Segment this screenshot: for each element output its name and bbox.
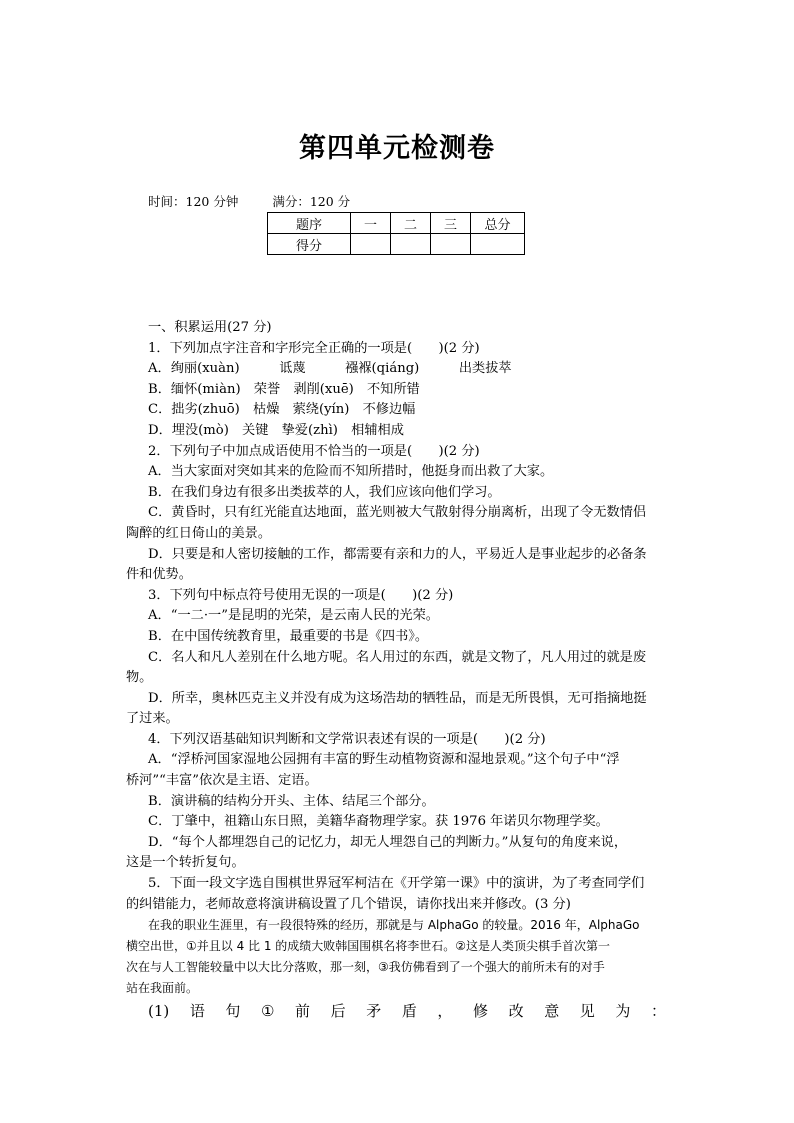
score-header-cell: 一: [351, 213, 391, 234]
option-line: B．在我们身边有很多出类拔萃的人，我们应该向他们学习。: [148, 484, 501, 500]
option-line: A．当大家面对突如其来的危险而不知所措时，他挺身而出救了大家。: [148, 464, 554, 480]
question-line: 5．下面一段文字选自围棋世界冠军柯洁在《开学第一课》中的演讲，为了考查同学们: [148, 876, 645, 892]
score-header-cell: 总分: [471, 213, 525, 234]
option-line: A．“浮桥河国家湿地公园拥有丰富的野生动植物资源和湿地景观。”这个句子中“浮: [148, 752, 620, 768]
passage-line: 在我的职业生涯里，有一段很特殊的经历，那就是与 AlphaGo 的较量。2016 年，AlphaGo: [148, 918, 640, 933]
question-line: 3．下列句中标点符号使用无误的一项是( )(2 分): [148, 587, 454, 603]
score-header-cell: 题序: [268, 213, 351, 234]
answer-prompt-char: 前: [295, 1002, 311, 1021]
answer-prompt-char: (1): [148, 1002, 170, 1021]
option-line: B．演讲稿的结构分开头、主体、结尾三个部分。: [148, 793, 435, 809]
score-cell[interactable]: [391, 234, 431, 255]
option-line: D．所幸，奥林匹克主义并没有成为这场浩劫的牺牲品，而是无所畏惧，无可指摘地挺: [148, 690, 647, 706]
score-header-cell: 二: [391, 213, 431, 234]
score-cell[interactable]: [351, 234, 391, 255]
answer-prompt-1[interactable]: [148, 1001, 666, 1022]
option-continuation: 件和优势。: [126, 567, 192, 583]
answer-prompt-char: ，: [437, 1002, 453, 1021]
option-continuation: 桥河”“丰富”依次是主语、定语。: [126, 773, 318, 789]
score-table-row: [268, 234, 525, 255]
option-line: A．“一二·一”是昆明的光荣，是云南人民的光荣。: [148, 608, 439, 624]
exam-meta: [148, 192, 380, 210]
option-line: D．只要是和人密切接触的工作，都需要有亲和力的人，平易近人是事业起步的必备条: [148, 546, 647, 562]
option-line: C．丁肇中，祖籍山东日照，美籍华裔物理学家。获 1976 年诺贝尔物理学奖。: [148, 814, 609, 830]
answer-prompt-char: ：: [650, 1002, 666, 1021]
option-line: C．黄昏时，只有红光能直达地面，蓝光则被大气散射得分崩离析，出现了令无数情侣: [148, 505, 647, 521]
question-line: 1．下列加点字注音和字形完全正确的一项是( )(2 分): [148, 340, 480, 356]
answer-prompt-char: 修: [473, 1002, 489, 1021]
answer-prompt-char: 改: [508, 1002, 524, 1021]
full-score: 满分：120 分: [272, 194, 351, 209]
answer-prompt-char: 语: [189, 1002, 205, 1021]
option-line: C．拙劣(zhuō) 枯燥 萦绕(yín) 不修边幅: [148, 402, 416, 418]
option-line: D．埋没(mò) 关键 挚爱(zhì) 相辅相成: [148, 422, 404, 438]
answer-prompt-char: 为: [615, 1002, 631, 1021]
score-table-header-row: [268, 213, 525, 234]
option-continuation: 物。: [126, 670, 153, 686]
passage-line: 横空出世，①并且以 4 比 1 的成绩大败韩国围棋名将李世石。②这是人类顶尖棋手首次第一: [126, 939, 611, 954]
option-line: A．绚丽(xuàn) 诋蔑 襁褓(qiáng) 出类拔萃: [148, 361, 512, 377]
answer-prompt-char: 盾: [401, 1002, 417, 1021]
answer-prompt-char: ①: [261, 1002, 275, 1021]
answer-prompt-char: 后: [330, 1002, 346, 1021]
passage-line: 站在我面前。: [126, 981, 199, 996]
speech-passage: [126, 915, 676, 999]
option-line: D．“每个人都埋怨自己的记忆力，却无人埋怨自己的判断力。”从复句的角度来说，: [148, 834, 628, 850]
answer-prompt-char: 句: [225, 1002, 241, 1021]
question-continuation: 的纠错能力，老师故意将演讲稿设置了几个错误，请你找出来并修改。(3 分): [126, 896, 571, 912]
option-continuation: 这是一个转折复句。: [126, 855, 245, 871]
option-line: B．在中国传统教育里，最重要的书是《四书》。: [148, 628, 429, 644]
page-title: 第四单元检测卷: [299, 133, 495, 164]
option-continuation: 了过来。: [126, 711, 179, 727]
score-cell[interactable]: [471, 234, 525, 255]
answer-prompt-char: 见: [579, 1002, 595, 1021]
question-line: 4．下列汉语基础知识判断和文学常识表述有误的一项是( )(2 分): [148, 731, 546, 747]
option-line: B．缅怀(miàn) 荣誉 剥削(xuē) 不知所错: [148, 381, 420, 397]
score-table: [267, 212, 525, 255]
time-limit: 时间：120 分钟: [148, 194, 239, 209]
passage-line: 次在与人工智能较量中以大比分落败，那一刻，③我仿佛看到了一个强大的前所未有的对手: [126, 960, 605, 975]
score-row-label: 得分: [268, 234, 351, 255]
score-cell[interactable]: [431, 234, 471, 255]
question-line: 2．下列句子中加点成语使用不恰当的一项是( )(2 分): [148, 443, 480, 459]
option-line: C．名人和凡人差别在什么地方呢。名人用过的东西，就是文物了，凡人用过的就是废: [148, 649, 647, 665]
answer-prompt-char: 意: [544, 1002, 560, 1021]
section-heading: 一、积累运用(27 分): [148, 320, 272, 335]
option-continuation: 陶醉的红日倚山的美景。: [126, 525, 272, 541]
score-header-cell: 三: [431, 213, 471, 234]
exam-content: [126, 318, 676, 1022]
answer-prompt-char: 矛: [366, 1002, 382, 1021]
